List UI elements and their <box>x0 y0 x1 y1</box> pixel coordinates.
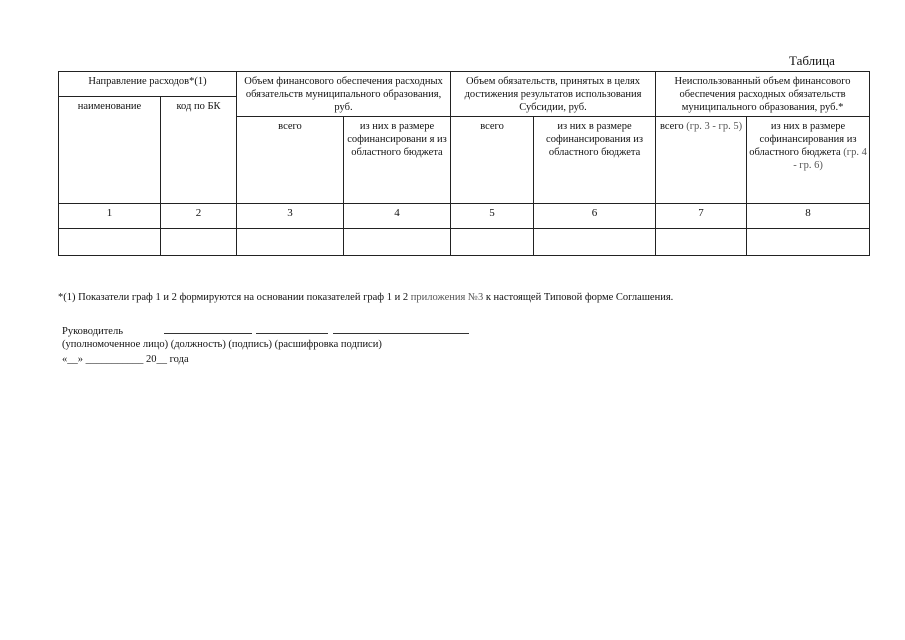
column-number: 2 <box>161 204 237 229</box>
empty-cell[interactable] <box>451 229 534 256</box>
header-fin-cofin: из них в размере софинансировани я из областного бюджета <box>344 117 451 204</box>
header-code: код по БК <box>161 97 237 204</box>
name-blank[interactable] <box>333 323 469 334</box>
column-number: 3 <box>237 204 344 229</box>
table-caption-label: Таблица <box>789 53 835 68</box>
header-unused: Неиспользованный объем финансового обеспечения расходных обязательств муниципального образования, руб.* <box>656 72 870 117</box>
signature-captions: (уполномоченное лицо) (должность) (подпись) (расшифровка подписи) <box>62 339 382 350</box>
column-number: 5 <box>451 204 534 229</box>
table-row <box>59 229 870 256</box>
empty-cell[interactable] <box>747 229 870 256</box>
column-number: 8 <box>747 204 870 229</box>
header-financing: Объем финансового обеспечения расходных обязательств муниципального образования, руб. <box>237 72 451 117</box>
footnote-suffix: к настоящей Типовой форме Соглашения. <box>483 292 674 303</box>
empty-cell[interactable] <box>237 229 344 256</box>
header-direction: Направление расходов*(1) <box>59 72 237 97</box>
header-obligations: Объем обязательств, принятых в целях достижения результатов использования Субсидии, руб. <box>451 72 656 117</box>
column-number: 1 <box>59 204 161 229</box>
signature-blank[interactable] <box>256 323 328 334</box>
header-name: наименование <box>59 97 161 204</box>
signature-date: «__» ___________ 20__ года <box>62 354 189 365</box>
header-unused-cofin <box>747 117 870 204</box>
footnote-text: *(1) Показатели граф 1 и 2 формируются на основании показателей граф 1 и 2 <box>58 292 411 303</box>
empty-cell[interactable] <box>59 229 161 256</box>
column-number: 7 <box>656 204 747 229</box>
empty-cell[interactable] <box>161 229 237 256</box>
report-table <box>58 71 870 256</box>
signature-line <box>62 323 469 337</box>
unused-cofin-text: из них в размере софинансирования из областного бюджета <box>749 121 857 158</box>
unused-total-text: всего <box>659 121 687 132</box>
empty-cell[interactable] <box>534 229 656 256</box>
empty-cell[interactable] <box>344 229 451 256</box>
appendix-link[interactable]: приложения №3 <box>410 292 484 303</box>
empty-cell[interactable] <box>656 229 747 256</box>
position-blank[interactable] <box>164 323 252 334</box>
header-obl-total: всего <box>451 117 534 204</box>
footnote <box>58 292 673 303</box>
header-obl-cofin: из них в размере софинансирования из областного бюджета <box>534 117 656 204</box>
head-label: Руководитель <box>62 326 123 337</box>
column-number: 6 <box>534 204 656 229</box>
column-number: 4 <box>344 204 451 229</box>
header-unused-total <box>656 117 747 204</box>
unused-total-ref: (гр. 3 - гр. 5) <box>686 121 743 132</box>
unused-cofin-ref: (гр. 4 - гр. 6) <box>793 147 867 171</box>
header-fin-total: всего <box>237 117 344 204</box>
